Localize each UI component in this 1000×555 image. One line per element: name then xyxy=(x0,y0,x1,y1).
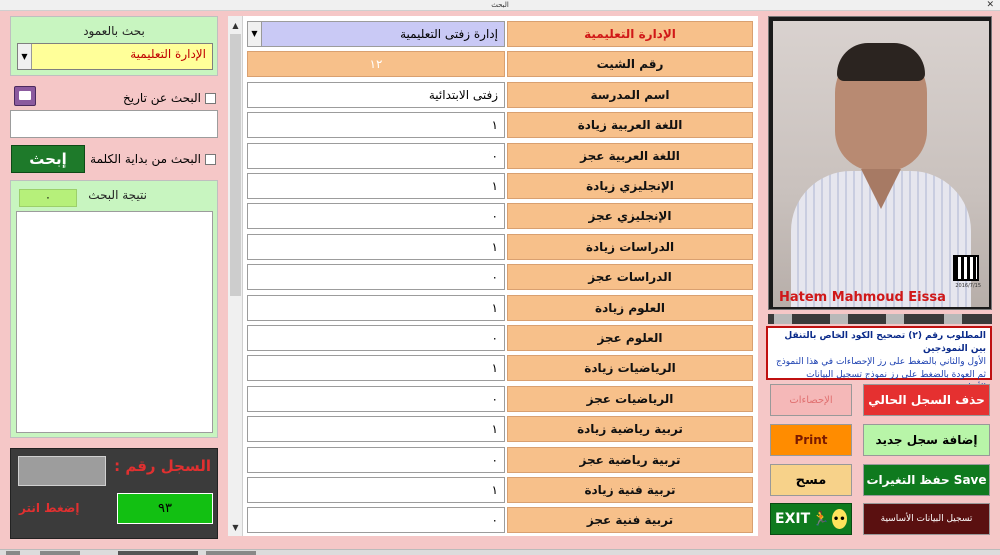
exit-label: EXIT xyxy=(775,511,811,527)
grid-row-value[interactable]: ١ xyxy=(247,112,505,138)
notice-box xyxy=(766,326,992,380)
grid-row-label: الرياضيات زيادة xyxy=(507,355,753,381)
grid-row-label: الإنجليزي زيادة xyxy=(507,173,753,199)
column-select[interactable] xyxy=(17,43,213,70)
grid-row-label: تربية رياضية زيادة xyxy=(507,416,753,442)
grid-row-label: تربية فنية عجز xyxy=(507,507,753,533)
chevron-down-icon[interactable]: ▼ xyxy=(248,22,262,46)
profile-photo-frame xyxy=(768,16,992,310)
smiley-icon: •• xyxy=(832,509,847,529)
book-icon[interactable] xyxy=(14,86,36,106)
save-changes-button[interactable]: حفظ التغيرات Save xyxy=(863,464,990,496)
search-from-start-checkbox[interactable] xyxy=(205,154,216,165)
chevron-down-icon[interactable]: ▼ xyxy=(18,44,32,69)
delete-record-button[interactable]: حذف السجل الحالي xyxy=(863,384,990,416)
grid-row-value[interactable]: ٠ xyxy=(247,447,505,473)
basic-data-button[interactable]: تسجيل البيانات الأساسية xyxy=(863,503,990,535)
result-count: ٠ xyxy=(19,189,77,207)
grid-row-value[interactable]: ٠ xyxy=(247,386,505,412)
exit-button[interactable] xyxy=(770,503,852,535)
search-result-panel xyxy=(10,180,218,438)
notice-line-2: الأول والثاني بالضغط على رز الإحصاءات في هذا النموذج xyxy=(775,357,986,367)
result-title: نتيجة البحث xyxy=(88,188,147,202)
grid-row-label: الرياضيات عجز xyxy=(507,386,753,412)
date-input[interactable] xyxy=(10,110,218,138)
photo-nav-bar xyxy=(768,314,992,324)
grid-row-value[interactable]: ١ xyxy=(247,416,505,442)
grid-row-label: الدراسات عجز xyxy=(507,264,753,290)
grid-row-label: العلوم زيادة xyxy=(507,295,753,321)
print-button[interactable]: Print xyxy=(770,424,852,456)
record-number: ٩٣ xyxy=(117,493,213,524)
notice-line-1: المطلوب رقم (٢) تصحيح الكود الخاص بالتنقل بين النموذجين xyxy=(784,331,986,354)
column-select-value: الإدارة التعليمية xyxy=(130,47,206,61)
close-icon[interactable]: ✕ xyxy=(986,0,994,10)
grid-row-label: رقم الشيت xyxy=(507,51,753,77)
grid-row-value[interactable]: إدارة زفتى التعليمية ▼ xyxy=(247,21,505,47)
grid-row-label: تربية فنية زيادة xyxy=(507,477,753,503)
profile-name: Hatem Mahmoud Eissa xyxy=(779,290,946,305)
grid-row-value[interactable]: زفتى الابتدائية xyxy=(247,82,505,108)
scroll-thumb[interactable] xyxy=(230,34,241,296)
search-by-date-checkbox[interactable] xyxy=(205,93,216,104)
grid-scrollbar[interactable] xyxy=(228,16,243,536)
grid-row-label: العلوم عجز xyxy=(507,325,753,351)
grid-row-label: الإنجليزي عجز xyxy=(507,203,753,229)
grid-row-value[interactable]: ١ xyxy=(247,355,505,381)
grid-row-value[interactable]: ٠ xyxy=(247,325,505,351)
grid-row-value: ١٢ xyxy=(247,51,505,77)
search-by-date-label: البحث عن تاريخ xyxy=(123,91,201,105)
grid-row-value[interactable]: ١ xyxy=(247,234,505,260)
add-record-button[interactable]: إضافة سجل جديد xyxy=(863,424,990,456)
scroll-up-icon[interactable]: ▲ xyxy=(232,20,239,30)
scroll-down-icon[interactable]: ▼ xyxy=(232,522,239,532)
grid-row-value[interactable]: ٠ xyxy=(247,203,505,229)
grid-row-value[interactable]: ٠ xyxy=(247,143,505,169)
taskbar xyxy=(0,549,1000,555)
window-titlebar xyxy=(0,0,1000,11)
window-title: البحث xyxy=(491,1,509,9)
grid-row-value[interactable]: ١ xyxy=(247,477,505,503)
profile-photo xyxy=(773,21,989,307)
search-button[interactable]: إبحث xyxy=(11,145,85,173)
column-search-panel xyxy=(10,16,218,76)
search-by-date-option[interactable] xyxy=(123,91,216,105)
grid-row-label: اسم المدرسة xyxy=(507,82,753,108)
notice-line-3: ثم العودة بالضغط على رز نموذج تسجيل البيانات xyxy=(806,370,986,380)
clear-button[interactable]: مسح xyxy=(770,464,852,496)
search-from-start-label: البحث من بداية الكلمة xyxy=(90,152,201,166)
press-enter-label: إضغط انتر xyxy=(19,501,80,515)
record-panel xyxy=(10,448,218,539)
qr-date: 2016/7/15 xyxy=(955,283,981,289)
grid-row-value[interactable]: ١ xyxy=(247,295,505,321)
column-search-title: بحث بالعمود xyxy=(83,24,145,38)
qr-code-icon xyxy=(953,255,979,281)
running-man-icon: 🏃 xyxy=(812,511,830,527)
result-list[interactable] xyxy=(16,211,213,433)
grid-row-label: تربية رياضية عجز xyxy=(507,447,753,473)
grid-row-value[interactable]: ٠ xyxy=(247,264,505,290)
record-number-input[interactable] xyxy=(18,456,106,486)
grid-row-value[interactable]: ٠ xyxy=(247,507,505,533)
grid-row-label: الإدارة التعليمية xyxy=(507,21,753,47)
grid-row-label: اللغة العربية عجز xyxy=(507,143,753,169)
grid-row-label: اللغة العربية زيادة xyxy=(507,112,753,138)
record-label: السجل رقم : xyxy=(114,457,211,475)
statistics-button[interactable]: الإحصاءات xyxy=(770,384,852,416)
grid-row-label: الدراسات زيادة xyxy=(507,234,753,260)
search-from-start-option[interactable] xyxy=(90,152,216,166)
grid-row-value[interactable]: ١ xyxy=(247,173,505,199)
